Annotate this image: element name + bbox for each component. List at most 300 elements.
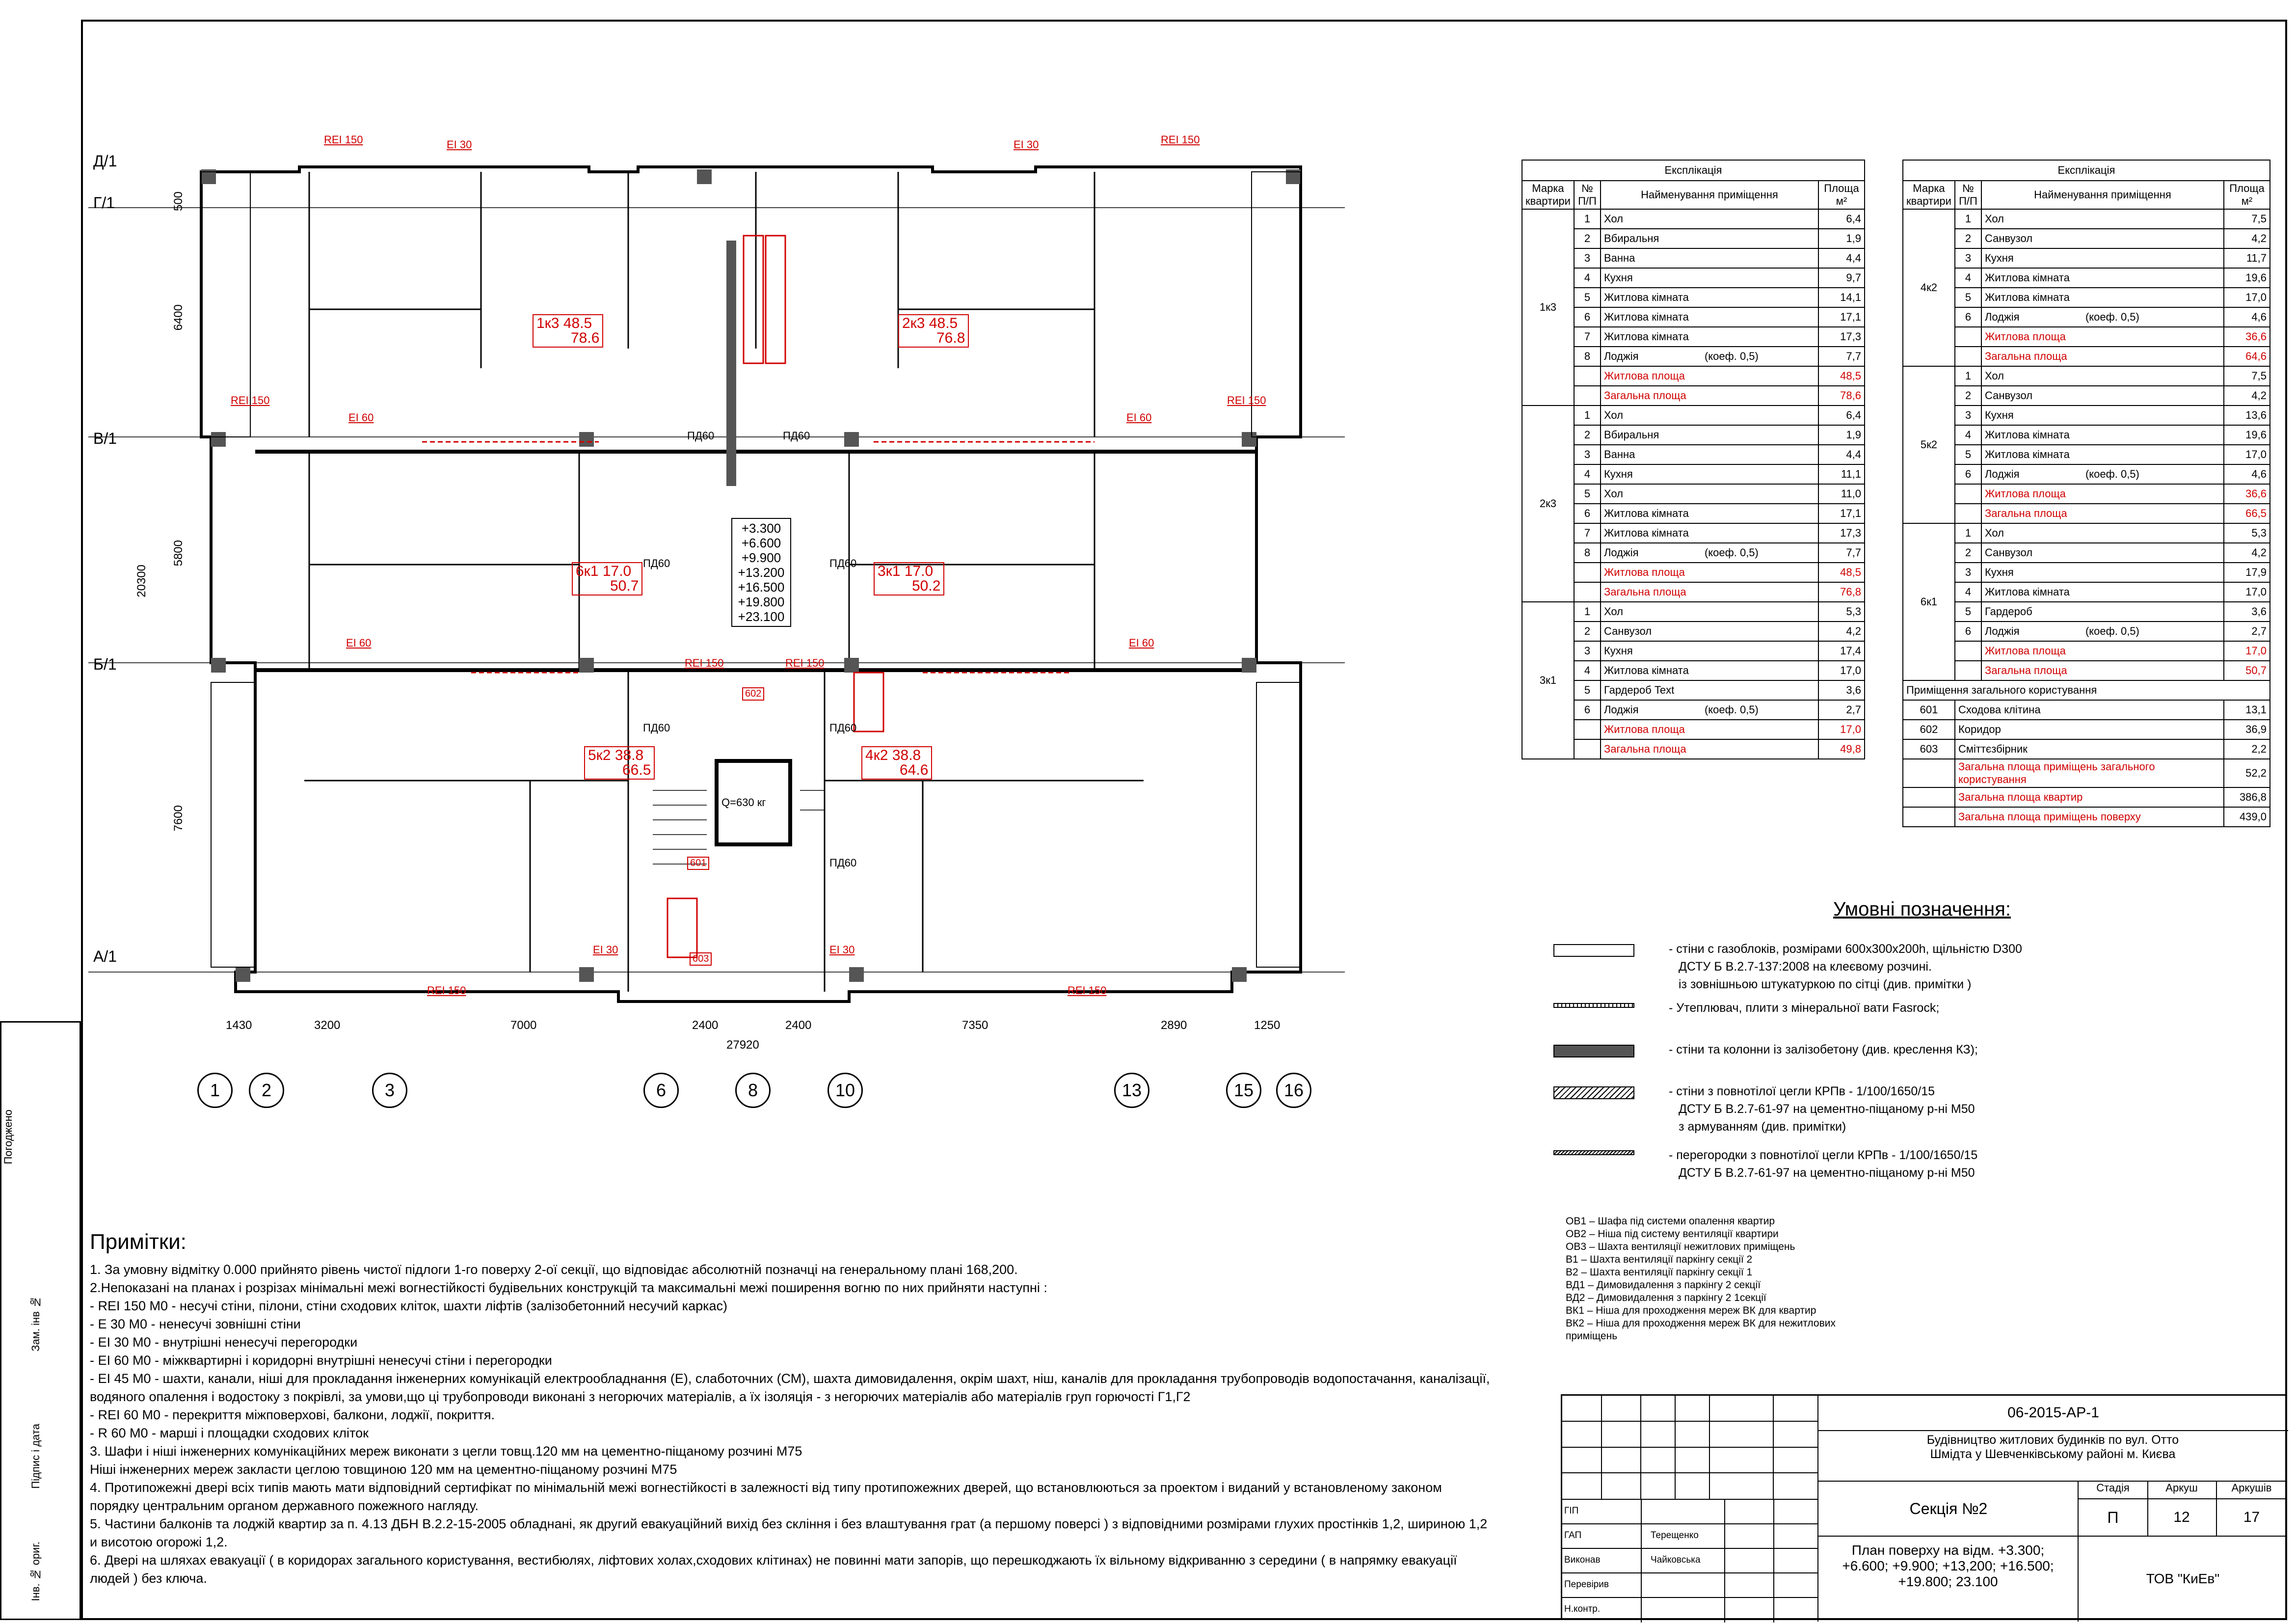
note-line: - EI 30 M0 - внутрішні ненесучі перегородки: [90, 1335, 358, 1350]
table-row: [1903, 700, 2270, 720]
abbreviation-line: приміщень: [1566, 1330, 1618, 1342]
note-line: порядку центральним органом державного пожежного нагляду.: [90, 1498, 479, 1513]
table-row: [1903, 288, 2270, 307]
table-row: [1522, 602, 1865, 622]
room-tag: 603: [690, 952, 712, 966]
row-number: 5: [1955, 602, 1981, 622]
row-number: 4: [1574, 464, 1601, 484]
row-number: 1: [1574, 602, 1601, 622]
table-row: [1903, 445, 2270, 464]
row-number: [1903, 807, 1955, 827]
apartment-mark: 5к2: [588, 747, 611, 763]
signature-row: [1562, 1572, 1817, 1598]
living-area-label: Житлова площа: [1981, 327, 2224, 347]
abbreviation-line: ОВ2 – Ніша під систему вентиляції квартири: [1566, 1228, 1779, 1240]
axis-col-8: 8: [735, 1073, 771, 1108]
project-name: Будівництво житлових будинків по вул. Отто Шмідта у Шевченківському районі м. Києва: [1817, 1430, 2287, 1482]
table-row: [1903, 582, 2270, 602]
abbreviation-line: В2 – Шахта вентиляції паркінгу секції 1: [1566, 1267, 1753, 1278]
dim-500: 500: [172, 191, 185, 212]
room-area: 4,6: [2224, 464, 2270, 484]
room-area: 7,5: [2224, 366, 2270, 386]
elevation: +3.300: [741, 521, 781, 536]
pd-label: ПД60: [829, 857, 857, 869]
legend-swatch: [1553, 944, 1634, 957]
fire-label: REI 150: [1161, 134, 1200, 146]
apartment-mark: 1к3: [1522, 209, 1574, 406]
elevation: +19.800: [738, 595, 785, 609]
grid-line: [1724, 1549, 1725, 1573]
living-area-value: 17,0: [2224, 641, 2270, 661]
grid-line: [1773, 1573, 1774, 1598]
room-code: 603: [1903, 739, 1955, 759]
living-area-label: Житлова площа: [1981, 484, 2224, 504]
living-area-value: 17,0: [1818, 720, 1865, 739]
row-number: 1: [1955, 366, 1981, 386]
row-number: 6: [1574, 307, 1601, 327]
signature-row: [1562, 1499, 1817, 1524]
room-name: Гардероб: [1981, 602, 2224, 622]
row-number: 2: [1955, 386, 1981, 406]
fire-label: EI 60: [348, 411, 374, 424]
grid-line: [1724, 1573, 1725, 1598]
row-number: 2: [1574, 622, 1601, 641]
legend-text: [1669, 1146, 2233, 1182]
legend-text: [1669, 1041, 2233, 1058]
role-label: ГІП: [1564, 1506, 1579, 1516]
abbreviation-line: ВК1 – Ніша для проходження мереж ВК для квартир: [1566, 1305, 1816, 1316]
room-name: Санвузол: [1981, 543, 2224, 563]
table-title: Експлікація: [1903, 160, 2270, 181]
note-line: Ніші інженерних мереж закласти цеглою товщиною 120 мм на цементно-піщаному розчині М75: [90, 1462, 677, 1477]
row-number: 5: [1955, 288, 1981, 307]
room-area: 3,6: [1818, 680, 1865, 700]
table-row: [1903, 229, 2270, 248]
grid-line: [1641, 1500, 1642, 1524]
row-number: [1574, 720, 1601, 739]
row-number: 6: [1955, 622, 1981, 641]
room-name: Хол: [1981, 523, 2224, 543]
role-person: Терещенко: [1651, 1530, 1699, 1541]
room-name: Санвузол: [1601, 622, 1818, 641]
room-name: Хол: [1601, 484, 1818, 504]
room-name: Кухня: [1601, 464, 1818, 484]
legend-text: [1669, 1083, 2233, 1136]
room-area: 2,2: [2224, 739, 2270, 759]
dim-6400: 6400: [172, 304, 185, 331]
axis-col-6: 6: [643, 1073, 679, 1108]
room-name: Кухня: [1601, 268, 1818, 288]
axis-col-10: 10: [828, 1073, 863, 1108]
stage-value: П: [2079, 1499, 2148, 1537]
total-area-label: Загальна площа: [1981, 504, 2224, 523]
room-tag: 602: [742, 687, 764, 701]
dim-7350: 7350: [962, 1019, 988, 1032]
legend-line: із зовнішньою штукатуркою по сітці (див. примітки ): [1679, 977, 1972, 991]
row-number: 4: [1574, 661, 1601, 680]
role-person: Чайковська: [1651, 1555, 1701, 1565]
summary-label: Загальна площа квартир: [1955, 787, 2224, 807]
legend-line: ДСТУ Б В.2.7-61-97 на цементно-піщаному р-ні М50: [1679, 1102, 1975, 1116]
row-number: 6: [1574, 504, 1601, 523]
note-line: - R 60 M0 - марші і площадки сходових кліток: [90, 1426, 369, 1440]
dim-5800: 5800: [172, 540, 185, 567]
row-number: 4: [1955, 268, 1981, 288]
dim-7600: 7600: [172, 805, 185, 832]
room-area: 17,3: [1818, 523, 1865, 543]
table-row: [1903, 425, 2270, 445]
note-line: - EI 45 M0 - шахти, канали, ніші для прокладання інженерних комунікацій електрообладнання (Е), слаботочних (СМ), шахта димовидалення, окрім шахт, ніш, каналів для прокладання трубопроводів водопостачання, каналізації,: [90, 1371, 1490, 1386]
stage-block: [2078, 1482, 2288, 1622]
room-area: 4,6: [2224, 307, 2270, 327]
row-number: 1: [1574, 209, 1601, 229]
total-area-label: Загальна площа: [1601, 386, 1818, 406]
table-row: [1903, 720, 2270, 739]
pd-label: ПД60: [687, 430, 715, 442]
grid-line: [1641, 1549, 1642, 1573]
role-label: Перевірив: [1564, 1579, 1609, 1590]
room-area: 4,2: [2224, 543, 2270, 563]
table-row: [1903, 386, 2270, 406]
apartment-tag: [572, 562, 642, 595]
table-row: [1903, 366, 2270, 386]
apartment-mark: 6к1: [576, 563, 599, 579]
room-area: 13,1: [2224, 700, 2270, 720]
row-number: [1903, 787, 1955, 807]
note-line: - REI 60 M0 - перекриття міжповерхові, балкони, лоджії, покриття.: [90, 1407, 495, 1422]
dim-2890: 2890: [1161, 1019, 1187, 1032]
table-row: [1903, 563, 2270, 582]
room-area: 14,1: [1818, 288, 1865, 307]
row-number: [1955, 484, 1981, 504]
column-header: Марка квартири: [1903, 181, 1955, 209]
room-area: 36,9: [2224, 720, 2270, 739]
room-area: 7,7: [1818, 543, 1865, 563]
room-name: Хол: [1981, 366, 2224, 386]
room-area: 17,1: [1818, 307, 1865, 327]
role-label: ГАП: [1564, 1530, 1582, 1541]
legend-swatch: [1553, 1150, 1634, 1155]
living-area: 17.0: [602, 563, 632, 579]
signature-row: [1562, 1523, 1817, 1549]
table-row: [1903, 248, 2270, 268]
replace-label: Зам. інв №: [29, 1296, 42, 1352]
table-row: [1903, 327, 2270, 347]
row-number: 3: [1574, 641, 1601, 661]
row-number: 3: [1574, 445, 1601, 464]
room-area: 4,2: [2224, 386, 2270, 406]
note-line: - E 30 M0 - ненесучі зовнішні стіни: [90, 1317, 301, 1331]
table-row: [1903, 209, 2270, 229]
row-number: [1903, 759, 1955, 787]
room-name: Кухня: [1601, 641, 1818, 661]
abbreviations: [1566, 1215, 1909, 1343]
grid-line: [1724, 1598, 1725, 1623]
note-line: - EI 60 M0 - міжквартирні і коридорні внутрішні ненесучі стіни і перегородки: [90, 1353, 552, 1368]
stage-header: Стадія: [2079, 1482, 2148, 1499]
row-number: 7: [1574, 327, 1601, 347]
legend-line: - стіни з повнотілої цегли КРПв - 1/100/1650/15: [1669, 1084, 1935, 1098]
room-name: Кухня: [1981, 406, 2224, 425]
legend-line: - перегородки з повнотілої цегли КРПв - 1/100/1650/15: [1669, 1148, 1978, 1162]
living-area-value: 48,5: [1818, 563, 1865, 582]
fire-label: EI 30: [1014, 138, 1039, 151]
room-area: 17,0: [2224, 582, 2270, 602]
room-area: 4,4: [1818, 445, 1865, 464]
room-name: Гардероб Text: [1601, 680, 1818, 700]
note-line: и висотою огорожі 1,2.: [90, 1535, 228, 1549]
room-name: Ванна: [1601, 445, 1818, 464]
legend-line: з армуванням (див. примітки): [1679, 1120, 1846, 1134]
table-row: [1903, 268, 2270, 288]
table-row: [1903, 347, 2270, 366]
room-name: Вбиральня: [1601, 229, 1818, 248]
room-area: 17,4: [1818, 641, 1865, 661]
room-name: Житлова кімната: [1601, 504, 1818, 523]
table-row: [1903, 602, 2270, 622]
room-area: 19,6: [2224, 425, 2270, 445]
axis-row-g1: Г/1: [93, 194, 115, 212]
axis-row-d1: Д/1: [93, 152, 117, 170]
total-area-value: 64,6: [2224, 347, 2270, 366]
table-row: [1903, 464, 2270, 484]
room-area: 17,0: [2224, 445, 2270, 464]
legend-text: [1669, 999, 2233, 1017]
apartment-mark: 3к1: [878, 563, 901, 579]
total-area-value: 78,6: [1818, 386, 1865, 406]
note-line: водяного опалення і водостоку з покрівлі, за умови,що ці трубопроводи виконані з негорючих матеріалів, а їх ізоляція - з негорючих матеріалів або матеріалів груп горючості Г1,Г2: [90, 1389, 1191, 1404]
room-tag: 601: [687, 857, 709, 870]
room-name: Хол: [1981, 209, 2224, 229]
row-number: 4: [1574, 268, 1601, 288]
table-title: Експлікація: [1522, 160, 1865, 181]
room-name: Житлова кімната: [1981, 288, 2224, 307]
fire-label: REI 150: [427, 984, 466, 997]
side-approval-strip: [0, 1021, 81, 1620]
grid-line: [1724, 1500, 1725, 1524]
table-row: [1903, 484, 2270, 504]
row-number: 1: [1955, 209, 1981, 229]
axis-col-2: 2: [249, 1073, 284, 1108]
room-area: 6,4: [1818, 406, 1865, 425]
row-number: [1574, 366, 1601, 386]
row-number: 8: [1574, 347, 1601, 366]
total-area-label: Загальна площа: [1601, 582, 1818, 602]
fire-label: REI 150: [324, 134, 363, 146]
column-header: № П/П: [1955, 181, 1981, 209]
living-area-label: Житлова площа: [1601, 366, 1818, 386]
room-area: 17,0: [2224, 288, 2270, 307]
living-area-label: Житлова площа: [1601, 563, 1818, 582]
total-area: 76.8: [936, 330, 965, 346]
legend-text: [1669, 940, 2233, 993]
room-name: Житлова кімната: [1601, 327, 1818, 347]
room-name: Лоджія (коеф. 0,5): [1981, 464, 2224, 484]
total-area-value: 49,8: [1818, 739, 1865, 759]
sign-label: Підпис і дата: [29, 1424, 42, 1489]
total-area-label: Загальна площа: [1601, 739, 1818, 759]
room-name: Вбиральня: [1601, 425, 1818, 445]
fire-label: REI 150: [1068, 984, 1107, 997]
column-header: Площа м²: [1818, 181, 1865, 209]
row-number: 5: [1955, 445, 1981, 464]
role-label: Виконав: [1564, 1555, 1601, 1565]
apartment-tag: [533, 314, 603, 348]
row-number: 4: [1955, 582, 1981, 602]
elevation: +16.500: [738, 580, 785, 595]
grid-line: [1641, 1524, 1642, 1549]
living-area: 48.5: [929, 315, 958, 331]
apartment-tag: [898, 314, 969, 348]
apartment-mark: 1к3: [536, 315, 560, 331]
sheets-value: 17: [2216, 1499, 2287, 1537]
row-number: 6: [1574, 700, 1601, 720]
axis-row-v1: В/1: [93, 430, 117, 447]
room-area: 2,7: [2224, 622, 2270, 641]
abbreviation-line: ВК2 – Ніша для проходження мереж ВК для нежитлових: [1566, 1318, 1836, 1329]
room-name: Житлова кімната: [1601, 288, 1818, 307]
row-number: 2: [1574, 425, 1601, 445]
column-header: Найменування приміщення: [1601, 181, 1818, 209]
abbreviation-line: ОВ3 – Шахта вентиляції нежитлових приміщень: [1566, 1241, 1795, 1252]
note-line: 1. За умовну відмітку 0.000 прийнято рівень чистої підлоги 1-го поверху 2-ої секції, що відповідає абсолютній позначці на генеральному плані 168,200.: [90, 1262, 1018, 1277]
room-name: Хол: [1601, 602, 1818, 622]
dim-1250: 1250: [1254, 1019, 1281, 1032]
row-number: 3: [1955, 248, 1981, 268]
pd-label: ПД60: [829, 557, 857, 569]
total-area-label: Загальна площа: [1981, 347, 2224, 366]
row-number: 5: [1574, 484, 1601, 504]
room-area: 13,6: [2224, 406, 2270, 425]
row-number: [1574, 563, 1601, 582]
role-label: Н.контр.: [1564, 1604, 1601, 1614]
room-name: Коридор: [1955, 720, 2224, 739]
row-number: 6: [1955, 464, 1981, 484]
total-area-value: 50,7: [2224, 661, 2270, 680]
row-number: 2: [1574, 229, 1601, 248]
living-area: 48.5: [563, 315, 592, 331]
room-area: 5,3: [2224, 523, 2270, 543]
note-line: 5. Частини балконів та лоджій квартир за п. 4.13 ДБН В.2.2-15-2005 обладнані, як другий евакуаційний вихід без скління і без влаштування грат (а першому поверсі ) з відповідними розмірами глухих простінків 1,2, шириною 1,2: [90, 1516, 1488, 1531]
legend-swatch: [1553, 1086, 1634, 1099]
living-area-label: Житлова площа: [1601, 720, 1818, 739]
elevation: +23.100: [738, 609, 785, 624]
table-row: [1903, 406, 2270, 425]
total-area-value: 76,8: [1818, 582, 1865, 602]
elevation-list: [731, 518, 791, 627]
room-area: 17,3: [1818, 327, 1865, 347]
note-line: 3. Шафи і ніші інженерних комунікаційних мереж виконати з цегли товщ.120 мм на цементно-піщаному розчині М75: [90, 1444, 802, 1459]
dim-2400a: 2400: [692, 1019, 719, 1032]
room-name: Лоджія (коеф. 0,5): [1601, 700, 1818, 720]
legend-line: - Утеплювач, плити з мінеральної вати Fasrock;: [1669, 1001, 1940, 1015]
living-area: 17.0: [904, 563, 934, 579]
fire-label: EI 30: [829, 944, 855, 956]
apartment-mark: 6к1: [1903, 523, 1955, 680]
table-row: [1903, 739, 2270, 759]
table-row: [1903, 661, 2270, 680]
room-area: 17,1: [1818, 504, 1865, 523]
room-code: 602: [1903, 720, 1955, 739]
elevation: +6.600: [741, 536, 781, 550]
fire-label: REI 150: [1227, 394, 1266, 406]
total-area: 78.6: [571, 330, 600, 346]
room-code: 601: [1903, 700, 1955, 720]
room-name: Кухня: [1981, 248, 2224, 268]
room-area: 11,1: [1818, 464, 1865, 484]
grid-line: [1773, 1549, 1774, 1573]
row-number: 3: [1574, 248, 1601, 268]
table-row: [1522, 209, 1865, 229]
row-number: [1574, 582, 1601, 602]
living-area-value: 36,6: [2224, 484, 2270, 504]
room-area: 19,6: [2224, 268, 2270, 288]
axis-col-16: 16: [1276, 1073, 1311, 1108]
drawing-code: 06-2015-АР-1: [1817, 1396, 2288, 1431]
note-line: 4. Протипожежні двері всіх типів мають мати відповідний сертифікат по мінімальній межі вогнестійкості в залежності від типу протипожежних дверей, що встановлюються за проектом і виданий у встановленому законом: [90, 1480, 1442, 1495]
summary-value: 386,8: [2224, 787, 2270, 807]
common-title: Приміщення загального користування: [1903, 680, 2270, 700]
row-number: 3: [1955, 563, 1981, 582]
abbreviation-line: ОВ1 – Шафа під системи опалення квартир: [1566, 1216, 1775, 1227]
axis-col-13: 13: [1114, 1073, 1149, 1108]
note-line: 2.Непоказані на планах і розрізах мінімальні межі вогнестійкості будівельних конструкцій та максимальні межі поширення вогню по них прийняти наступні :: [90, 1280, 1047, 1295]
row-number: [1955, 347, 1981, 366]
total-area-value: 66,5: [2224, 504, 2270, 523]
apartment-mark: 2к3: [1522, 406, 1574, 602]
abbreviation-line: В1 – Шахта вентиляції паркінгу секції 2: [1566, 1254, 1753, 1265]
room-area: 7,5: [2224, 209, 2270, 229]
total-area: 66.5: [622, 762, 651, 778]
room-area: 7,7: [1818, 347, 1865, 366]
row-number: 8: [1574, 543, 1601, 563]
signature-row: [1562, 1597, 1817, 1623]
notes-title: Примітки:: [90, 1230, 187, 1254]
apartment-tag: [861, 746, 932, 780]
floor-plan: [88, 93, 1345, 1134]
apartment-tag: [874, 562, 944, 595]
axis-row-a1: А/1: [93, 947, 117, 965]
summary-label: Загальна площа приміщень поверху: [1955, 807, 2224, 827]
room-name: Житлова кімната: [1601, 523, 1818, 543]
row-number: 1: [1955, 523, 1981, 543]
room-area: 1,9: [1818, 229, 1865, 248]
row-number: [1955, 641, 1981, 661]
table-row: [1903, 504, 2270, 523]
pd-label: ПД60: [643, 722, 670, 734]
apartment-mark: 5к2: [1903, 366, 1955, 523]
fire-label: EI 30: [447, 138, 472, 151]
axis-col-15: 15: [1226, 1073, 1261, 1108]
room-name: Санвузол: [1981, 386, 2224, 406]
room-area: 3,6: [2224, 602, 2270, 622]
row-number: 7: [1574, 523, 1601, 543]
sheets-header: Аркушів: [2216, 1482, 2287, 1499]
fire-label: EI 30: [593, 944, 618, 956]
total-area-label: Загальна площа: [1981, 661, 2224, 680]
row-number: 2: [1955, 229, 1981, 248]
note-line: 6. Двері на шляхах евакуації ( в коридорах загального користування, вестибюлях, ліфтових холах,сходових клітинах) не повинні мати запорів, що перешкоджають їх вільному відкриванню з середини ( в напрямку евакуації: [90, 1553, 1457, 1568]
legend-line: ДСТУ Б В.2.7-61-97 на цементно-піщаному р-ні М50: [1679, 1166, 1975, 1180]
row-number: 6: [1955, 307, 1981, 327]
room-name: Сходова клітина: [1955, 700, 2224, 720]
abbreviation-line: ВД1 – Димовидалення з паркінгу 2 секції: [1566, 1279, 1761, 1291]
pd-label: ПД60: [643, 557, 670, 569]
axis-row-b1: Б/1: [93, 655, 117, 673]
company-name: ТОВ "КиЕв": [2146, 1571, 2220, 1586]
room-name: Лоджія (коеф. 0,5): [1981, 307, 2224, 327]
living-area: 38.8: [892, 747, 921, 763]
